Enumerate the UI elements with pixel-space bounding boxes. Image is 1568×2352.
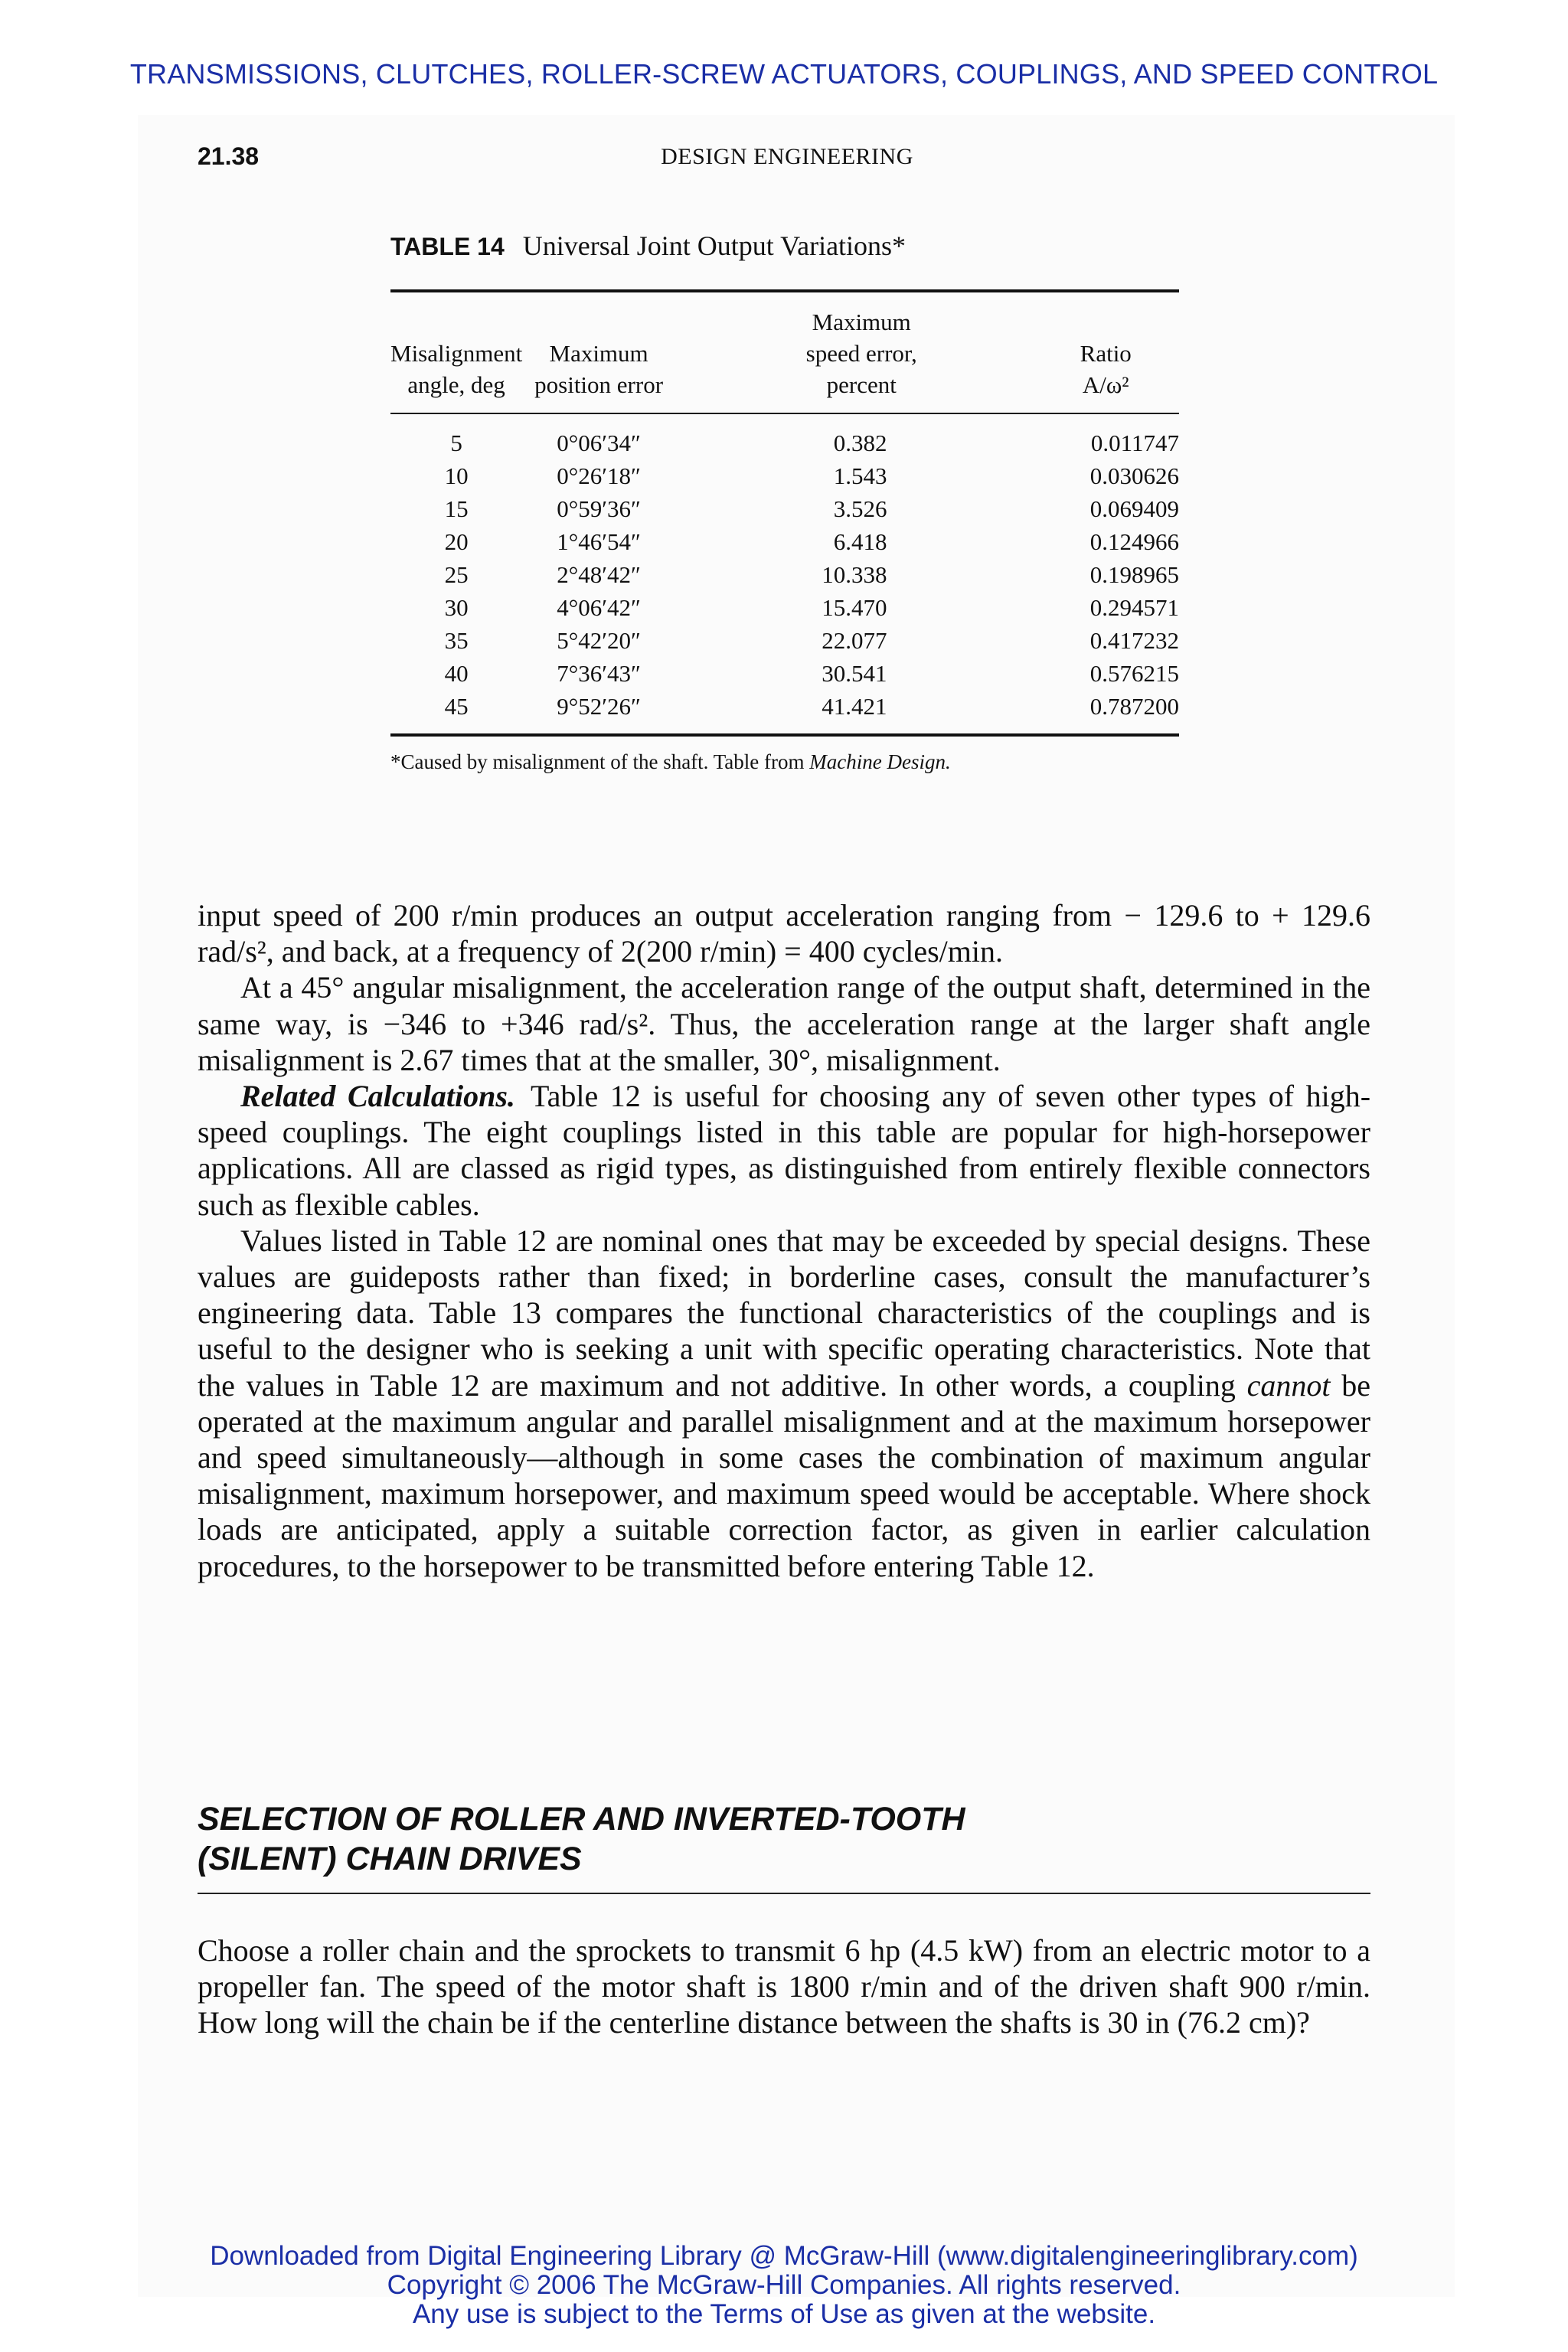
cell-position-error: 0°06′34″ bbox=[557, 430, 641, 456]
cell-ratio: 0.124966 bbox=[1089, 528, 1179, 555]
cell-angle: 30 bbox=[444, 594, 469, 621]
cell-angle: 20 bbox=[444, 528, 469, 555]
cell-speed-error: 15.470 bbox=[822, 594, 887, 621]
paragraph-continuation: input speed of 200 r/min produces an output acceleration ranging from − 129.6 to + 129.6 rad/s², and back, at a frequency of 2(200 r/min) = 400 cycles/min. bbox=[198, 898, 1370, 969]
cell-ratio: 0.198965 bbox=[1089, 561, 1179, 588]
chapter-banner: TRANSMISSIONS, CLUTCHES, ROLLER-SCREW ACTUATORS, COUPLINGS, AND SPEED CONTROL bbox=[129, 58, 1439, 90]
cell-speed-error: 10.338 bbox=[822, 561, 887, 588]
cell-position-error: 1°46′54″ bbox=[557, 528, 641, 555]
table-footnote: *Caused by misalignment of the shaft. Table from Machine Design. bbox=[390, 750, 951, 773]
table-row bbox=[390, 459, 1179, 492]
section-rule bbox=[198, 1893, 1370, 1894]
table-row bbox=[390, 426, 1179, 459]
cell-speed-error: 1.543 bbox=[833, 462, 887, 489]
cell-angle: 15 bbox=[444, 495, 469, 522]
table-row bbox=[390, 657, 1179, 690]
cell-ratio: 0.069409 bbox=[1089, 495, 1179, 522]
universal-joint-table bbox=[390, 292, 1179, 723]
cell-speed-error: 0.382 bbox=[833, 430, 887, 456]
footer-copyright-line: Copyright © 2006 The McGraw-Hill Companies. All rights reserved. bbox=[387, 2270, 1181, 2300]
paragraph-related-calculations: Related Calculations. Table 12 is useful for choosing any of seven other types of high-speed couplings. The eight couplings listed in this table are popular for high-horsepower applications. All are classed as rigid types, as distinguished from entirely flexible connectors such as flexible cables. bbox=[198, 1079, 1371, 1222]
cell-speed-error: 3.526 bbox=[833, 495, 887, 522]
table-row bbox=[390, 624, 1179, 657]
table-title: Universal Joint Output Variations* bbox=[522, 230, 906, 261]
running-head-title: DESIGN ENGINEERING bbox=[661, 144, 913, 169]
table-caption bbox=[390, 230, 1179, 262]
footer-terms-line: Any use is subject to the Terms of Use as given at the website. bbox=[412, 2299, 1156, 2329]
cell-position-error: 5°42′20″ bbox=[557, 627, 641, 654]
section-heading bbox=[198, 1799, 1370, 1894]
footer-download-line: Downloaded from Digital Engineering Library @ McGraw-Hill (www.digitalengineeringlibrary.com) bbox=[210, 2241, 1358, 2271]
table-row bbox=[390, 525, 1179, 558]
table-body bbox=[390, 413, 1179, 723]
cell-angle: 40 bbox=[444, 660, 469, 687]
table-row bbox=[390, 492, 1179, 525]
table-row bbox=[390, 558, 1179, 591]
cell-position-error: 7°36′43″ bbox=[557, 660, 641, 687]
cell-angle: 45 bbox=[444, 693, 469, 720]
section-title-line-1: SELECTION OF ROLLER AND INVERTED-TOOTH bbox=[198, 1801, 965, 1838]
cell-speed-error: 41.421 bbox=[822, 693, 887, 720]
body-text bbox=[198, 897, 1370, 1584]
section-title-line-2: (SILENT) CHAIN DRIVES bbox=[198, 1841, 582, 1877]
problem-statement: Choose a roller chain and the sprockets to transmit 6 hp (4.5 kW) from an electric motor to a propeller fan. The speed of the motor shaft is 1800 r/min and of the driven shaft 900 r/min. How long will the chain be if the centerline distance between the shafts is 30 in (76.2 cm)? bbox=[198, 1933, 1370, 2040]
header-ratio: Ratio A/ω² bbox=[1080, 340, 1132, 398]
download-footer bbox=[0, 2242, 1568, 2329]
table-row bbox=[390, 690, 1179, 723]
cell-ratio: 0.417232 bbox=[1089, 627, 1179, 654]
table-label: TABLE 14 bbox=[390, 233, 505, 260]
cell-angle: 25 bbox=[444, 561, 469, 588]
page-number: 21.38 bbox=[198, 142, 260, 170]
cell-position-error: 4°06′42″ bbox=[557, 594, 641, 621]
cell-speed-error: 30.541 bbox=[822, 660, 887, 687]
table-row bbox=[390, 591, 1179, 624]
cell-ratio: 0.030626 bbox=[1089, 462, 1179, 489]
header-speed-error: Maximum speed error, percent bbox=[805, 309, 917, 398]
cell-position-error: 0°59′36″ bbox=[557, 495, 641, 522]
cell-ratio: 0.294571 bbox=[1089, 594, 1179, 621]
cell-position-error: 0°26′18″ bbox=[557, 462, 641, 489]
table-14 bbox=[390, 230, 1179, 774]
paragraph-misalignment: At a 45° angular misalignment, the acceleration range of the output shaft, determined in the same way, is −346 to +346 rad/s². Thus, the acceleration range at the larger shaft angle misalignment is 2.67 times that at the smaller, 30°, misalignment. bbox=[198, 970, 1370, 1077]
problem-text bbox=[198, 1932, 1370, 2041]
header-misalignment: Misalignment angle, deg bbox=[390, 340, 523, 398]
cell-ratio: 0.011747 bbox=[1090, 430, 1179, 456]
cell-angle: 10 bbox=[444, 462, 469, 489]
cell-position-error: 2°48′42″ bbox=[557, 561, 641, 588]
table-bottom-rule bbox=[390, 733, 1179, 737]
cell-angle: 5 bbox=[450, 430, 462, 456]
cell-speed-error: 22.077 bbox=[822, 627, 887, 654]
cell-ratio: 0.576215 bbox=[1089, 660, 1179, 687]
cell-ratio: 0.787200 bbox=[1089, 693, 1179, 720]
cell-position-error: 9°52′26″ bbox=[557, 693, 641, 720]
cell-speed-error: 6.418 bbox=[833, 528, 887, 555]
header-position-error: Maximum position error bbox=[534, 340, 664, 398]
paragraph-table-values: Values listed in Table 12 are nominal ones that may be exceeded by special designs. These values are guideposts rather than fixed; in borderline cases, consult the manufacturer’s engineering data. Table 13 compares the functional characteristics of the couplings and is useful to the designer who is seeking a unit with specific operating characteristics. Note that the values in Table 12 are maximum and not additive. In other words, a coupling cannot be operated at the maximum angular and parallel misalignment and at the maximum horsepower and speed simultaneously—although in some cases the combination of maximum angular misalignment, maximum horsepower, and maximum speed would be acceptable. Where shock loads are anticipated, apply a suitable correction factor, as given in earlier calculation procedures, to the horsepower to be transmitted before entering Table 12. bbox=[198, 1223, 1370, 1583]
footnote-source: Machine Design. bbox=[809, 750, 951, 773]
cell-angle: 35 bbox=[444, 627, 469, 654]
table-header-row bbox=[390, 292, 1179, 413]
lead-in-related-calculations: Related Calculations. bbox=[240, 1079, 515, 1114]
